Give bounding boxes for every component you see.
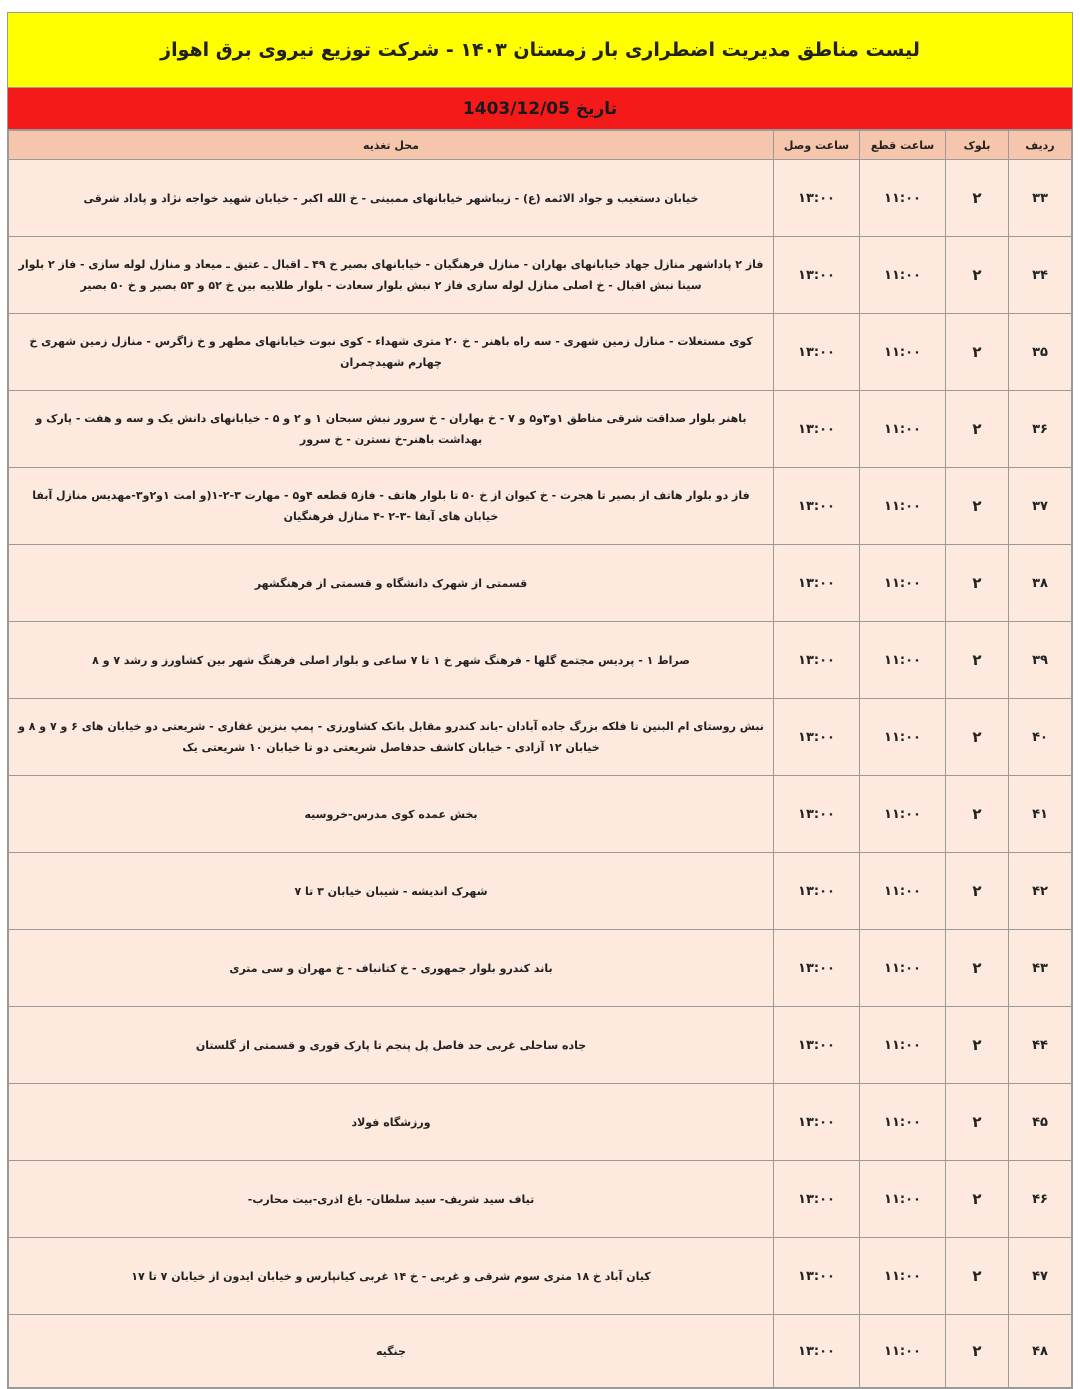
row-number-cell: ۴۱	[1009, 776, 1072, 853]
connect-time-cell: ۱۳:۰۰	[774, 314, 860, 391]
connect-time-cell: ۱۳:۰۰	[774, 622, 860, 699]
block-cell: ۲	[946, 1007, 1009, 1084]
location-cell: باهنر بلوار صداقت شرقی مناطق ۱و۳و۵ و ۷ - خ بهاران - خ سرور نبش سبحان ۱ و ۲ و ۵ - خیابانهای دانش یک و سه و هفت - پارک و بهداشت باهنر-خ نسترن - خ سرور	[9, 391, 774, 468]
column-header-location: محل تغذیه	[9, 131, 774, 160]
connect-time-cell: ۱۳:۰۰	[774, 1161, 860, 1238]
location-cell: کوی مستغلات - منازل زمین شهری - سه راه باهنر - خ ۲۰ متری شهداء - کوی نبوت خیابانهای مطهر و خ زاگرس - منازل زمین شهری خ چهارم شهیدچمران	[9, 314, 774, 391]
row-number-cell: ۴۰	[1009, 699, 1072, 776]
table-header-row	[9, 131, 1072, 160]
date-banner	[8, 88, 1072, 130]
cut-time-cell: ۱۱:۰۰	[860, 545, 946, 622]
column-header-connect-time: ساعت وصل	[774, 131, 860, 160]
table-row	[9, 1007, 1072, 1084]
connect-time-cell: ۱۳:۰۰	[774, 160, 860, 237]
connect-time-cell: ۱۳:۰۰	[774, 699, 860, 776]
table-row	[9, 1238, 1072, 1315]
block-cell: ۲	[946, 545, 1009, 622]
table-row	[9, 391, 1072, 468]
location-cell: بخش عمده کوی مدرس-خروسیه	[9, 776, 774, 853]
row-number-cell: ۴۲	[1009, 853, 1072, 930]
block-cell: ۲	[946, 699, 1009, 776]
connect-time-cell: ۱۳:۰۰	[774, 237, 860, 314]
location-cell: شهرک اندیشه - شیبان خیابان ۳ تا ۷	[9, 853, 774, 930]
column-header-block: بلوک	[946, 131, 1009, 160]
cut-time-cell: ۱۱:۰۰	[860, 853, 946, 930]
outage-schedule-sheet	[7, 12, 1073, 1389]
block-cell: ۲	[946, 468, 1009, 545]
connect-time-cell: ۱۳:۰۰	[774, 545, 860, 622]
cut-time-cell: ۱۱:۰۰	[860, 237, 946, 314]
table-row	[9, 160, 1072, 237]
cut-time-cell: ۱۱:۰۰	[860, 1084, 946, 1161]
cut-time-cell: ۱۱:۰۰	[860, 160, 946, 237]
location-cell: فاز دو بلوار هاتف از بصیر تا هجرت - خ کیوان از خ ۵۰ تا بلوار هاتف - فاز۵ قطعه ۴و۵ - مهارت ۳-۲-۱(و امت ۱و۲و۳-مهدیس منازل آبفا خیابان های آبفا -۳-۲ -۴ منازل فرهنگیان	[9, 468, 774, 545]
connect-time-cell: ۱۳:۰۰	[774, 853, 860, 930]
row-number-cell: ۳۴	[1009, 237, 1072, 314]
cut-time-cell: ۱۱:۰۰	[860, 1238, 946, 1315]
table-row	[9, 930, 1072, 1007]
schedule-date: تاریخ 1403/12/05	[462, 98, 618, 119]
location-cell: جنگیه	[9, 1315, 774, 1388]
row-number-cell: ۴۵	[1009, 1084, 1072, 1161]
row-number-cell: ۳۸	[1009, 545, 1072, 622]
connect-time-cell: ۱۳:۰۰	[774, 1238, 860, 1315]
cut-time-cell: ۱۱:۰۰	[860, 776, 946, 853]
location-cell: کیان آباد خ ۱۸ متری سوم شرقی و غربی - خ ۱۴ غربی کیانپارس و خیابان ایدون از خیابان ۷ تا ۱۷	[9, 1238, 774, 1315]
table-row	[9, 314, 1072, 391]
block-cell: ۲	[946, 622, 1009, 699]
connect-time-cell: ۱۳:۰۰	[774, 1315, 860, 1388]
block-cell: ۲	[946, 1161, 1009, 1238]
location-cell: باند کندرو بلوار جمهوری - خ کتانباف - خ مهران و سی متری	[9, 930, 774, 1007]
location-cell: نبش روستای ام البنین تا فلکه بزرگ جاده آبادان -باند کندرو مقابل بانک کشاورزی - پمپ بنزین غفاری - شریعتی دو خیابان های ۶ و ۷ و ۸ و خیابان ۱۲ آزادی - خیابان کاشف حدفاصل شریعتی دو تا خیابان ۱۰ شریعتی یک	[9, 699, 774, 776]
row-number-cell: ۴۶	[1009, 1161, 1072, 1238]
row-number-cell: ۴۸	[1009, 1315, 1072, 1388]
cut-time-cell: ۱۱:۰۰	[860, 1315, 946, 1388]
row-number-cell: ۴۴	[1009, 1007, 1072, 1084]
block-cell: ۲	[946, 1315, 1009, 1388]
table-row	[9, 699, 1072, 776]
block-cell: ۲	[946, 1238, 1009, 1315]
connect-time-cell: ۱۳:۰۰	[774, 391, 860, 468]
table-row	[9, 1084, 1072, 1161]
cut-time-cell: ۱۱:۰۰	[860, 622, 946, 699]
table-row	[9, 468, 1072, 545]
block-cell: ۲	[946, 391, 1009, 468]
row-number-cell: ۳۷	[1009, 468, 1072, 545]
row-number-cell: ۳۵	[1009, 314, 1072, 391]
table-row	[9, 237, 1072, 314]
column-header-radif: ردیف	[1009, 131, 1072, 160]
location-cell: قسمتی از شهرک دانشگاه و قسمتی از فرهنگشهر	[9, 545, 774, 622]
connect-time-cell: ۱۳:۰۰	[774, 776, 860, 853]
connect-time-cell: ۱۳:۰۰	[774, 1084, 860, 1161]
row-number-cell: ۳۳	[1009, 160, 1072, 237]
row-number-cell: ۴۷	[1009, 1238, 1072, 1315]
connect-time-cell: ۱۳:۰۰	[774, 930, 860, 1007]
title-banner	[8, 13, 1072, 88]
row-number-cell: ۳۹	[1009, 622, 1072, 699]
table-row	[9, 776, 1072, 853]
table-row	[9, 1315, 1072, 1388]
connect-time-cell: ۱۳:۰۰	[774, 1007, 860, 1084]
column-header-cut-time: ساعت قطع	[860, 131, 946, 160]
location-cell: جاده ساحلی غربی حد فاصل پل پنجم تا پارک قوری و قسمتی از گلستان	[9, 1007, 774, 1084]
schedule-table	[8, 130, 1072, 1388]
location-cell: خیابان دستغیب و جواد الائمه (ع) - زیباشهر خیابانهای ممبینی - خ الله اکبر - خیابان شهید خواجه نژاد و پاداد شرقی	[9, 160, 774, 237]
cut-time-cell: ۱۱:۰۰	[860, 468, 946, 545]
block-cell: ۲	[946, 930, 1009, 1007]
block-cell: ۲	[946, 160, 1009, 237]
location-cell: تیاف سید شریف- سید سلطان- باغ اذری-بیت محارب-	[9, 1161, 774, 1238]
row-number-cell: ۳۶	[1009, 391, 1072, 468]
row-number-cell: ۴۳	[1009, 930, 1072, 1007]
cut-time-cell: ۱۱:۰۰	[860, 1161, 946, 1238]
location-cell: ورزشگاه فولاد	[9, 1084, 774, 1161]
connect-time-cell: ۱۳:۰۰	[774, 468, 860, 545]
cut-time-cell: ۱۱:۰۰	[860, 1007, 946, 1084]
location-cell: صراط ۱ - پردیس مجتمع گلها - فرهنگ شهر خ ۱ تا ۷ ساعی و بلوار اصلی فرهنگ شهر بین کشاورز و رشد ۷ و ۸	[9, 622, 774, 699]
cut-time-cell: ۱۱:۰۰	[860, 930, 946, 1007]
block-cell: ۲	[946, 314, 1009, 391]
table-row	[9, 545, 1072, 622]
location-cell: فاز ۲ پاداشهر منازل جهاد خیابانهای بهاران - منازل فرهنگیان - خیابانهای بصیر خ ۴۹ ـ اقبال ـ عتیق ـ میعاد و منازل لوله سازی - فاز ۲ بلوار سینا نبش اقبال - خ اصلی منازل لوله سازی فاز ۲ نبش بلوار سعادت - بلوار طلاییه بین خ ۵۲ و ۵۳ بصیر و خ ۵۰ بصیر	[9, 237, 774, 314]
cut-time-cell: ۱۱:۰۰	[860, 391, 946, 468]
block-cell: ۲	[946, 776, 1009, 853]
cut-time-cell: ۱۱:۰۰	[860, 699, 946, 776]
page-title: لیست مناطق مدیریت اضطراری بار زمستان ۱۴۰۳ - شرکت توزیع نیروی برق اهواز	[160, 39, 920, 61]
block-cell: ۲	[946, 853, 1009, 930]
table-row	[9, 853, 1072, 930]
cut-time-cell: ۱۱:۰۰	[860, 314, 946, 391]
table-row	[9, 1161, 1072, 1238]
block-cell: ۲	[946, 237, 1009, 314]
block-cell: ۲	[946, 1084, 1009, 1161]
table-row	[9, 622, 1072, 699]
